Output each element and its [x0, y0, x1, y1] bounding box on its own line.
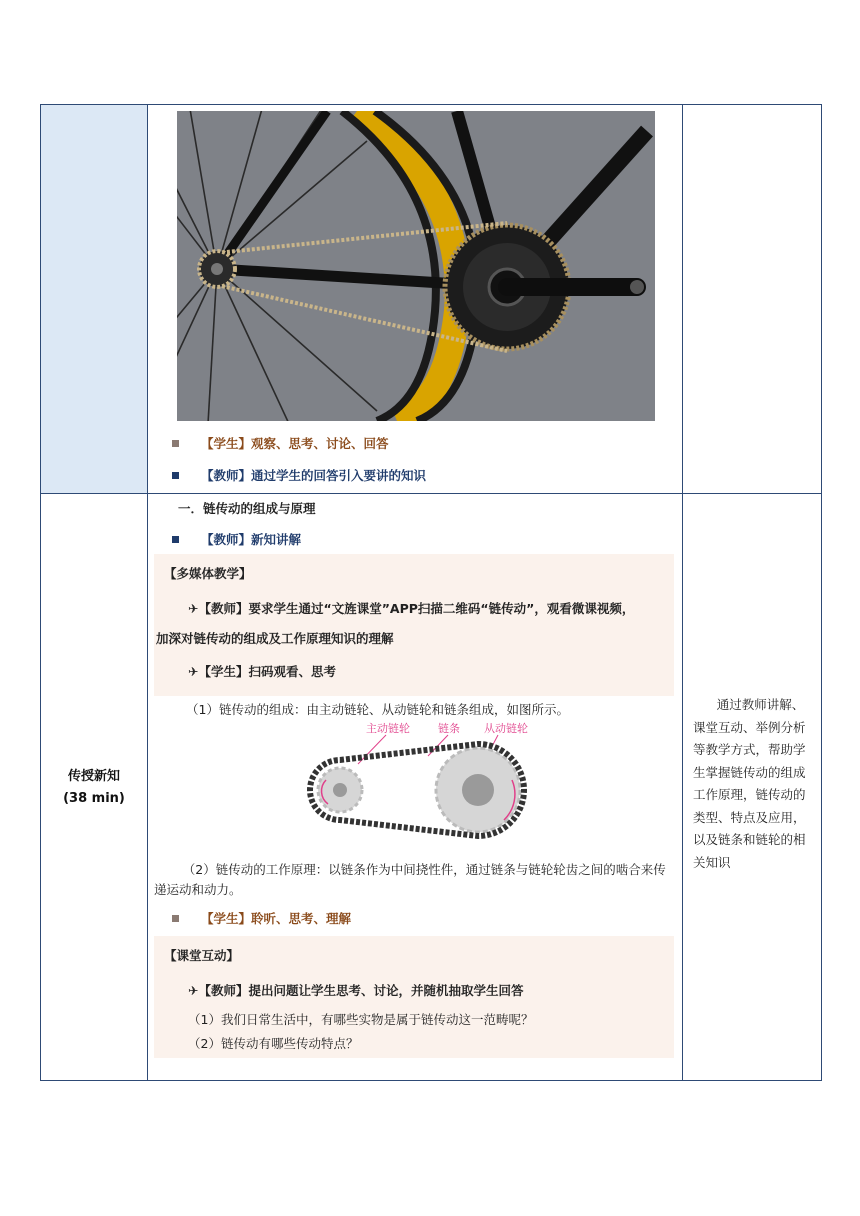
interaction-box [154, 936, 674, 1058]
principle-text: （2）链传动的工作原理：以链条作为中间挠性件，通过链条与链轮轮齿之间的啮合来传递运动和动力。 [154, 862, 666, 897]
student-activity-text: 【学生】观察、思考、讨论、回答 [201, 436, 389, 451]
interaction-teacher-line: ✈【教师】提出问题让学生思考、讨论，并随机抽取学生回答 [188, 983, 524, 998]
chain-drive-figure [298, 720, 538, 856]
bicycle-chain-photo [177, 111, 655, 421]
square-bullet-icon [172, 915, 179, 922]
student-listen-text: 【学生】聆听、思考、理解 [201, 911, 352, 926]
multimedia-title: 【多媒体教学】 [164, 566, 252, 581]
note-cell [683, 494, 822, 1081]
teaching-note: 通过教师讲解、课堂互动、举例分析等教学方式，帮助学生掌握链传动的组成工作原理，链传动的类型、特点及应用，以及链条和链轮的相关知识 [693, 697, 806, 870]
bullet-teacher [148, 459, 682, 491]
content-cell [148, 105, 683, 494]
multimedia-teacher-line-2: 加深对链传动的组成及工作原理知识的理解 [156, 631, 394, 646]
square-bullet-icon [172, 472, 179, 479]
stage-time: (38 min) [63, 791, 125, 806]
table-row [41, 494, 822, 1081]
question-2: （2）链传动有哪些传动特点？ [188, 1036, 359, 1051]
label-driven-sprocket: 从动链轮 [484, 722, 528, 735]
multimedia-box [154, 554, 674, 696]
multimedia-student-line: ✈【学生】扫码观看、思考 [188, 664, 336, 679]
note-cell-empty [683, 105, 822, 494]
bullet-teacher-new [148, 524, 682, 554]
label-chain: 链条 [438, 722, 460, 735]
stage-cell [41, 494, 148, 1081]
section-heading: 一．链传动的组成与原理 [178, 501, 316, 516]
stage-title: 传授新知 [67, 769, 120, 784]
teacher-new-text: 【教师】新知讲解 [201, 532, 302, 547]
teacher-activity-text: 【教师】通过学生的回答引入要讲的知识 [201, 468, 427, 483]
lesson-plan-table [40, 104, 822, 1081]
square-bullet-icon [172, 536, 179, 543]
bullet-student-listen [148, 900, 682, 936]
interaction-title: 【课堂互动】 [164, 948, 240, 963]
label-driver-sprocket: 主动链轮 [366, 722, 410, 735]
table-row [41, 105, 822, 494]
square-bullet-icon [172, 440, 179, 447]
content-cell [148, 494, 683, 1081]
question-1: （1）我们日常生活中，有哪些实物是属于链传动这一范畴呢？ [188, 1012, 534, 1027]
bullet-student [148, 427, 682, 459]
multimedia-teacher-line: ✈【教师】要求学生通过“文旌课堂”APP扫描二维码“链传动”，观看微课视频， [188, 601, 635, 616]
composition-text: （1）链传动的组成：由主动链轮、从动链轮和链条组成，如图所示。 [186, 702, 569, 717]
stage-cell-empty [41, 105, 148, 494]
